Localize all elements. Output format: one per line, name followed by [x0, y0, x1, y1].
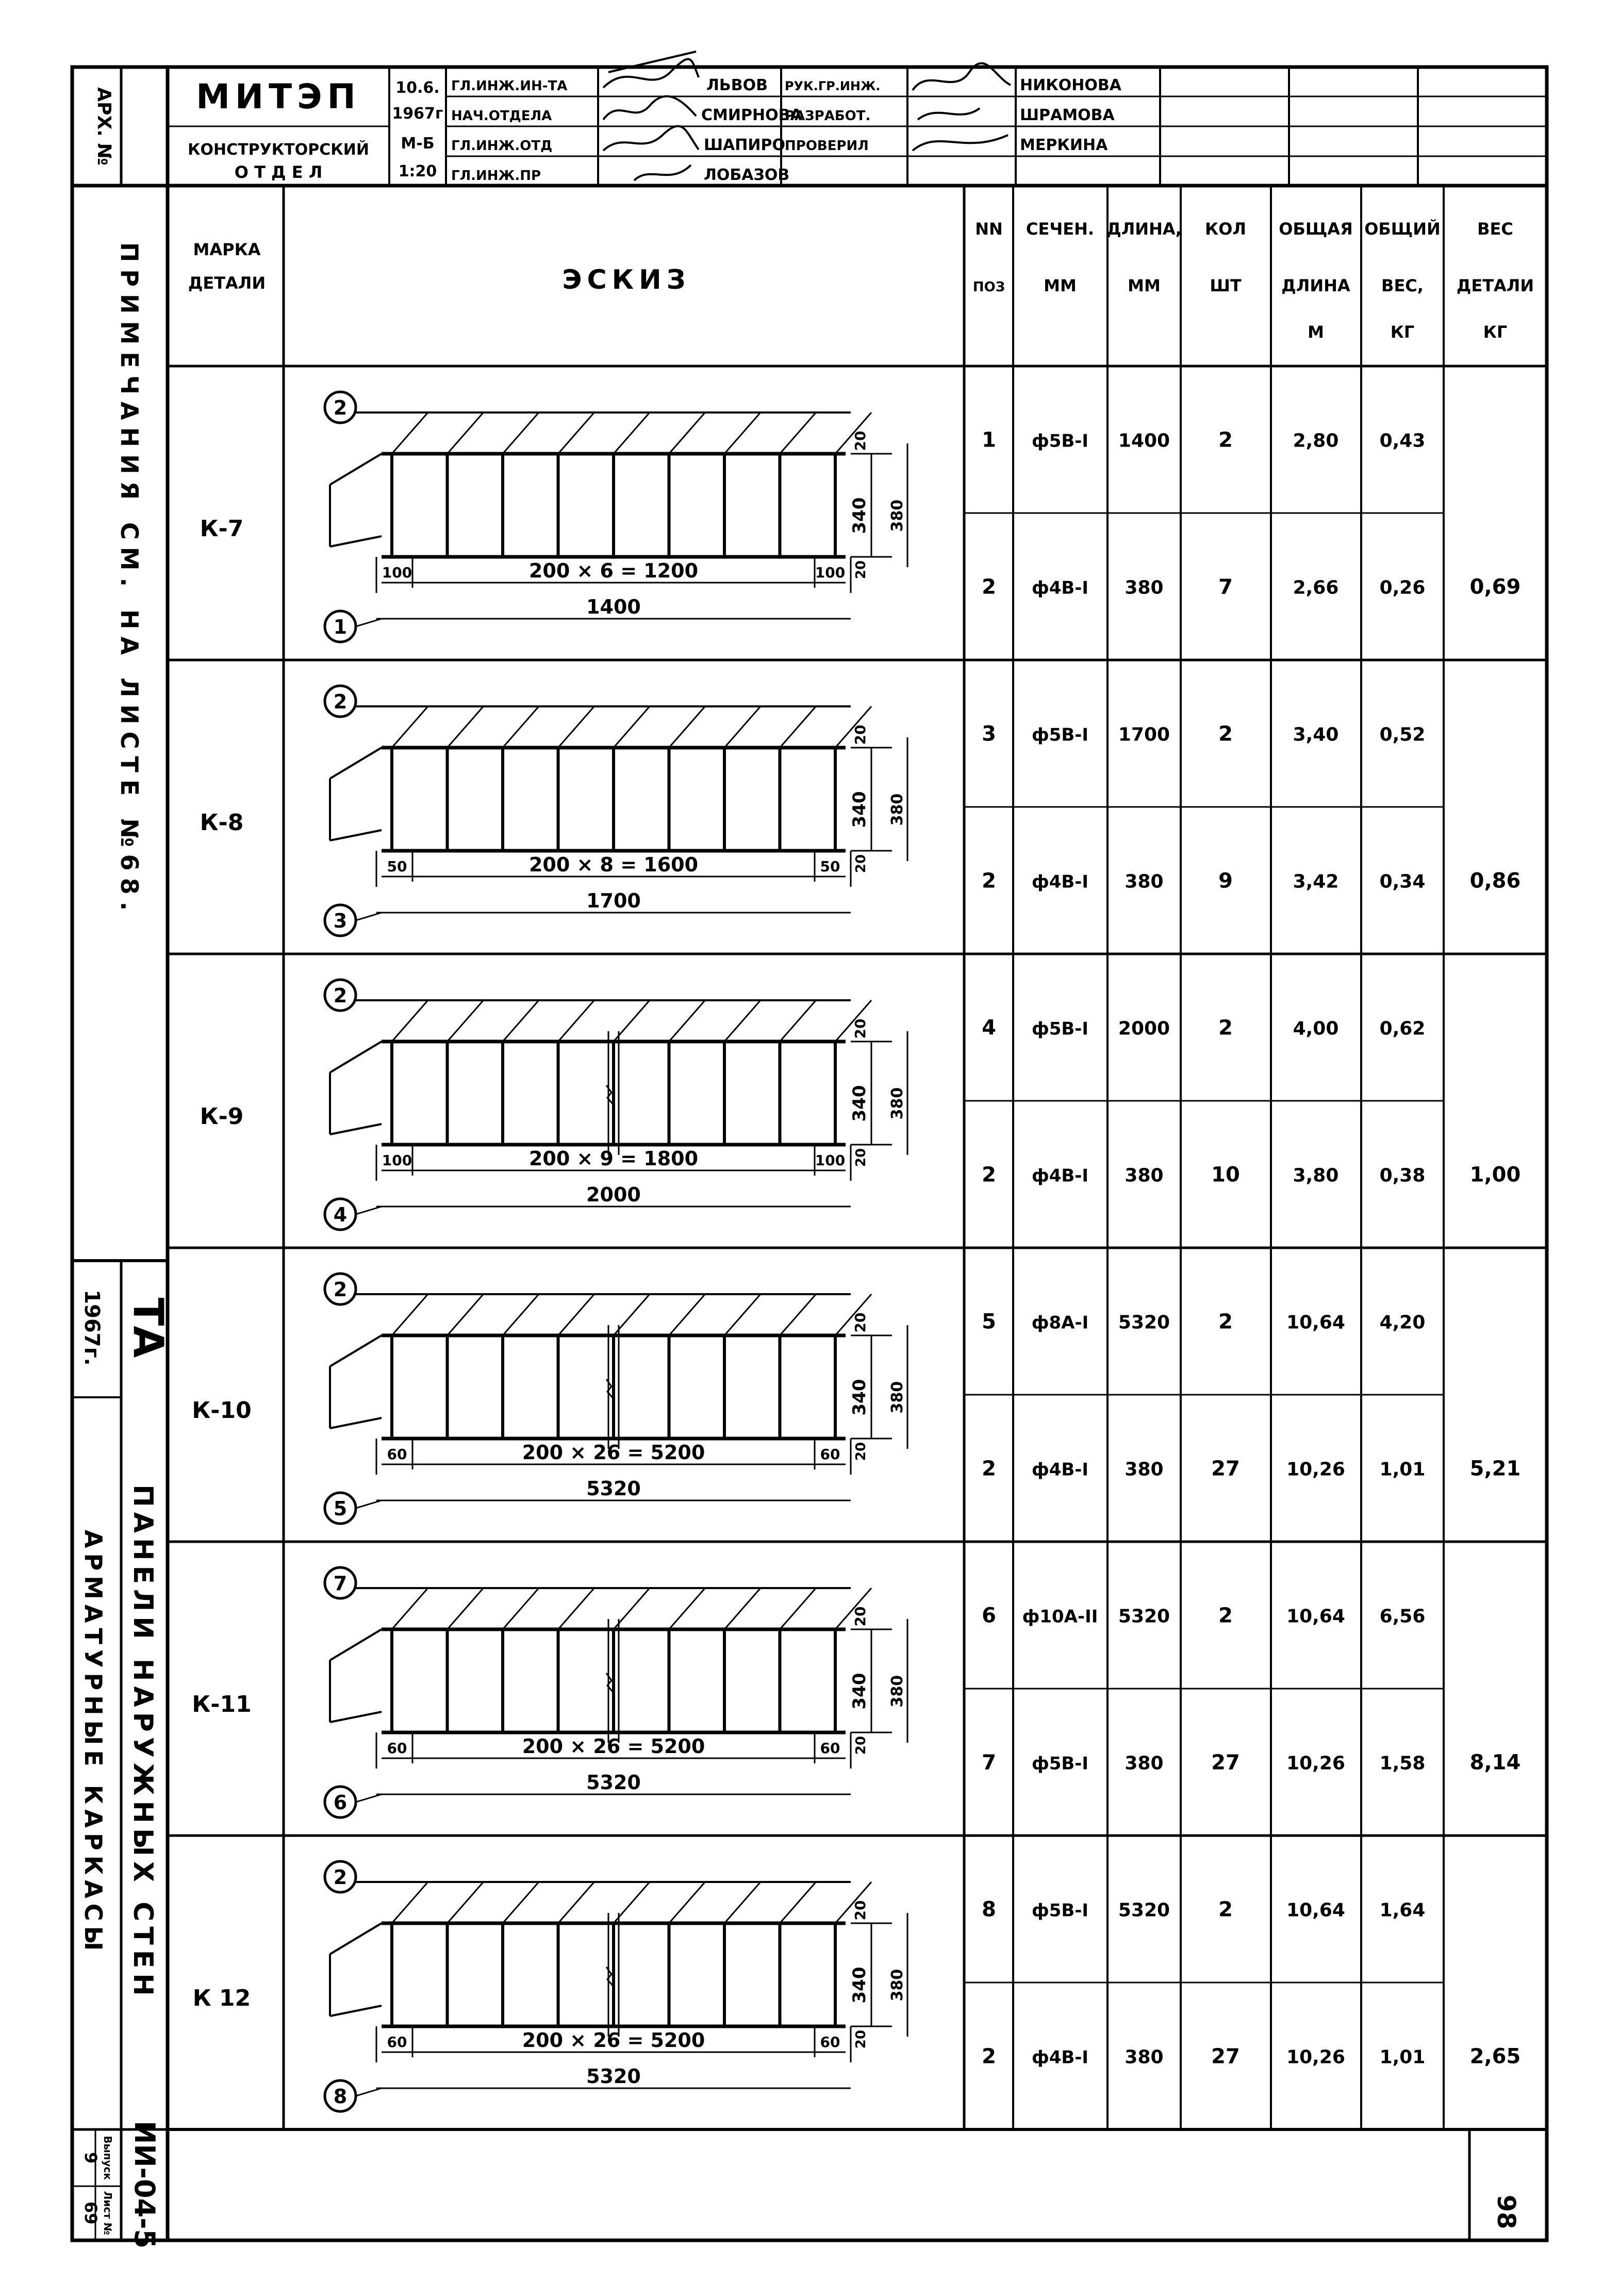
title-block [93, 52, 1122, 184]
header-qty-unit: ШТ [1210, 276, 1242, 295]
row-total-weight: 1,01 [1379, 2046, 1426, 2068]
row-quantity: 2 [1218, 1897, 1233, 1922]
dim-end-right: 100 [815, 564, 846, 581]
detail-mark: К 12 [192, 1985, 251, 2011]
row-quantity: 2 [1218, 1310, 1233, 1334]
row-total-weight: 1,64 [1379, 1899, 1426, 1921]
detail-к-10 [168, 1274, 1547, 1542]
dim-end-right: 60 [820, 1446, 840, 1463]
dim-height-total: 380 [888, 1087, 906, 1120]
hatch-line [558, 1294, 594, 1335]
leader-line [356, 2088, 382, 2096]
hatch-line [503, 1588, 539, 1629]
cage-sketch [325, 1567, 907, 1818]
row-length: 380 [1125, 2046, 1164, 2068]
role-chief-dept: ГЛ.ИНЖ.ОТД [451, 138, 553, 154]
header-mark-sub: ДЕТАЛИ [188, 273, 266, 293]
row-length: 1700 [1118, 724, 1170, 746]
ta-year: 1967г. [80, 1290, 104, 1366]
row-position: 2 [982, 2044, 996, 2069]
dim-spacing: 200 × 26 = 5200 [522, 2029, 705, 2052]
signature-lvov [603, 52, 699, 88]
detail-mark: К-11 [192, 1691, 252, 1717]
dim-bottom-cover: 20 [853, 1442, 869, 1461]
hatch-line [780, 1294, 816, 1335]
hatch-line [448, 706, 484, 748]
series-code: ИИ-04-5 [128, 2121, 161, 2249]
row-total-length: 4,00 [1293, 1018, 1339, 1039]
end-hook [330, 748, 382, 779]
cage-sketch [325, 686, 907, 936]
dim-height-inner: 340 [849, 1379, 870, 1416]
dim-height-total: 380 [888, 1381, 906, 1414]
row-quantity: 2 [1218, 428, 1233, 452]
hatch-line [780, 1882, 816, 1923]
detail-mark: К-9 [200, 1103, 244, 1130]
row-section: ф5В-I [1031, 1018, 1089, 1039]
hatch-line [558, 1588, 594, 1629]
hatch-line [669, 1882, 705, 1923]
signature-smirnova [603, 96, 696, 120]
detail-mark: К-8 [200, 810, 244, 836]
bar-callout-top: 2 [333, 1866, 348, 1889]
row-section: ф4В-I [1031, 2047, 1089, 2068]
row-length: 5320 [1118, 1312, 1170, 1333]
hatch-line [392, 412, 428, 454]
detail-weight: 1,00 [1469, 1163, 1521, 1187]
dim-spacing: 200 × 6 = 1200 [528, 559, 699, 582]
row-section: ф4В-I [1031, 1459, 1089, 1480]
row-total-length: 3,42 [1293, 871, 1339, 893]
table-header [188, 219, 1534, 342]
row-total-weight: 0,62 [1379, 1018, 1426, 1039]
end-hook [330, 1335, 382, 1366]
page-number: 98 [1492, 2194, 1520, 2229]
row-position: 8 [982, 1897, 996, 1922]
hatch-line [392, 1000, 428, 1042]
row-section: ф4В-I [1031, 871, 1089, 893]
row-quantity: 2 [1218, 722, 1233, 746]
hatch-line [669, 412, 705, 454]
row-section: ф5В-I [1031, 431, 1089, 452]
cage-sketch [325, 1274, 907, 1524]
signature-merkina [913, 135, 1008, 151]
row-length: 5320 [1118, 1606, 1170, 1627]
header-length-unit: ММ [1128, 276, 1161, 295]
bar-callout-bottom: 8 [333, 2085, 348, 2108]
row-total-weight: 0,26 [1379, 577, 1426, 599]
organization-name: МИТЭП [196, 77, 361, 117]
row-position: 2 [982, 869, 996, 893]
dim-bottom-cover: 20 [853, 1736, 869, 1755]
dim-overall: 5320 [586, 2065, 641, 2088]
dim-end-left: 60 [387, 1740, 407, 1757]
row-position: 2 [982, 575, 996, 599]
end-hook [330, 536, 382, 547]
dim-top-cover: 20 [852, 724, 869, 745]
row-quantity: 2 [1218, 1016, 1233, 1040]
hatch-line [780, 706, 816, 748]
hatch-line [503, 1294, 539, 1335]
sheet-subtitle: АРМАТУРНЫЕ КАРКАСЫ [79, 1529, 107, 1956]
hatch-line [724, 1882, 761, 1923]
dim-spacing: 200 × 9 = 1800 [528, 1147, 699, 1170]
leader-line [356, 1207, 382, 1214]
row-total-length: 3,80 [1293, 1165, 1339, 1186]
hatch-line [448, 412, 484, 454]
hatch-line [448, 1000, 484, 1042]
hatch-line [503, 1000, 539, 1042]
detail-к-7 [168, 392, 1547, 660]
row-total-weight: 1,58 [1379, 1753, 1426, 1774]
row-section: ф10А-II [1022, 1606, 1098, 1627]
dim-end-right: 50 [820, 858, 840, 875]
end-hook [330, 1418, 382, 1428]
row-length: 1400 [1118, 430, 1170, 452]
issue-label: Выпуск [102, 2136, 114, 2180]
department-name: КОНСТРУКТОРСКИЙ [188, 141, 369, 159]
end-hook [330, 2006, 382, 2016]
row-length: 380 [1125, 871, 1164, 893]
row-section: ф5В-I [1031, 1753, 1089, 1774]
hatch-line [503, 1882, 539, 1923]
row-length: 5320 [1118, 1899, 1170, 1921]
row-total-length: 10,64 [1286, 1899, 1345, 1921]
dim-overall: 1700 [586, 889, 641, 912]
row-position: 7 [982, 1750, 996, 1775]
hatch-line [724, 1588, 761, 1629]
end-hook [330, 454, 382, 485]
end-hook [330, 830, 382, 840]
hatch-line [558, 1882, 594, 1923]
cage-sketch [325, 980, 907, 1230]
row-quantity: 27 [1211, 1457, 1240, 1481]
row-position: 3 [982, 722, 996, 746]
dim-height-inner: 340 [849, 497, 870, 534]
detail-weight: 8,14 [1469, 1750, 1521, 1775]
hatch-line [614, 412, 650, 454]
dim-spacing: 200 × 26 = 5200 [522, 1441, 705, 1464]
role-developer: РАЗРАБОТ. [785, 108, 871, 124]
archive-number-label: АРХ. № [93, 87, 114, 166]
detail-weight: 0,69 [1469, 575, 1521, 599]
dim-overall: 5320 [586, 1477, 641, 1500]
dim-spacing: 200 × 8 = 1600 [528, 853, 699, 876]
role-checker: ПРОВЕРИЛ [785, 138, 869, 154]
end-hook [330, 1923, 382, 1954]
leader-line [356, 1500, 382, 1508]
hatch-line [669, 706, 705, 748]
dim-end-left: 60 [387, 2034, 407, 2051]
dim-overall: 1400 [586, 596, 641, 618]
dim-height-inner: 340 [849, 1673, 870, 1710]
hatch-line [724, 412, 761, 454]
header-length: ДЛИНА, [1106, 219, 1182, 239]
dim-bottom-cover: 20 [853, 1148, 869, 1167]
row-quantity: 7 [1218, 575, 1233, 599]
header-total-length: ОБЩАЯ [1279, 219, 1353, 239]
dim-overall: 2000 [586, 1183, 641, 1206]
detail-к-8 [168, 686, 1547, 954]
dim-end-left: 100 [382, 1152, 412, 1169]
department-label: О Т Д Е Л [234, 162, 323, 182]
name-merkina: МЕРКИНА [1020, 136, 1108, 154]
bar-callout-top: 2 [333, 984, 348, 1007]
hatch-line [558, 412, 594, 454]
dim-height-total: 380 [888, 499, 906, 532]
hatch-line [448, 1588, 484, 1629]
dim-end-right: 100 [815, 1152, 846, 1169]
bar-callout-top: 2 [333, 1278, 348, 1301]
dim-top-cover: 20 [852, 431, 869, 451]
header-detail-weight: ВЕС [1477, 219, 1513, 239]
dim-height-inner: 340 [849, 1085, 870, 1122]
detail-mark: К-10 [192, 1397, 252, 1424]
detail-к-9 [168, 980, 1547, 1248]
row-quantity: 27 [1211, 1750, 1240, 1775]
detail-weight: 2,65 [1469, 2044, 1521, 2069]
cage-sketch [325, 1861, 907, 2111]
detail-weight: 5,21 [1469, 1457, 1521, 1481]
cage-sketch [325, 392, 907, 642]
header-qty: КОЛ [1205, 219, 1246, 239]
header-sketch: ЭСКИЗ [562, 265, 691, 295]
dim-top-cover: 20 [852, 1606, 869, 1627]
hatch-line [780, 1588, 816, 1629]
hatch-line [503, 412, 539, 454]
drawing-scale: 1:20 [398, 162, 437, 180]
dim-end-left: 100 [382, 564, 412, 581]
row-position: 1 [982, 428, 996, 452]
hatch-line [503, 706, 539, 748]
sheet-number-label: Лист № [102, 2191, 114, 2235]
drawing-year: 1967г [392, 105, 443, 123]
row-position: 5 [982, 1310, 996, 1334]
row-total-length: 3,40 [1293, 724, 1339, 746]
hatch-line [558, 706, 594, 748]
hatch-line [392, 1588, 428, 1629]
name-shramova: ШРАМОВА [1020, 106, 1115, 124]
name-smirnova: СМИРНОВА [701, 106, 802, 124]
row-section: ф4В-I [1031, 1165, 1089, 1186]
row-total-weight: 0,43 [1379, 430, 1426, 452]
dim-end-left: 60 [387, 1446, 407, 1463]
row-section: ф4В-I [1031, 577, 1089, 599]
hatch-line [614, 706, 650, 748]
leader-line [356, 913, 382, 920]
row-quantity: 10 [1211, 1163, 1240, 1187]
header-detail-weight-2: ДЕТАЛИ [1456, 276, 1534, 295]
header-section: СЕЧЕН. [1026, 219, 1094, 239]
row-position: 2 [982, 1457, 996, 1481]
hatch-line [669, 1588, 705, 1629]
dim-spacing: 200 × 26 = 5200 [522, 1735, 705, 1758]
end-hook [330, 1629, 382, 1660]
row-total-weight: 1,01 [1379, 1459, 1426, 1480]
hatch-line [392, 706, 428, 748]
end-hook [330, 1124, 382, 1134]
leader-line [356, 619, 382, 626]
row-total-weight: 0,34 [1379, 871, 1426, 893]
end-hook [330, 1712, 382, 1722]
header-total-weight: ОБЩИЙ [1364, 219, 1441, 239]
role-dept-head: НАЧ.ОТДЕЛА [451, 108, 552, 124]
dim-height-total: 380 [888, 793, 906, 826]
row-length: 2000 [1118, 1018, 1170, 1039]
details-body [168, 392, 1547, 2129]
dim-end-left: 50 [387, 858, 407, 875]
detail-к-11 [168, 1567, 1547, 1836]
row-total-length: 10,26 [1286, 2046, 1345, 2068]
name-lobazov: ЛОБАЗОВ [704, 166, 790, 184]
row-section: ф5В-I [1031, 1900, 1089, 1921]
ta-mark: ТА [124, 1297, 172, 1358]
row-total-weight: 6,56 [1379, 1606, 1426, 1627]
dim-height-inner: 340 [849, 791, 870, 828]
bar-callout-bottom: 1 [333, 616, 348, 638]
role-group-lead: РУК.ГР.ИНЖ. [785, 79, 881, 93]
signature-shapiro [603, 126, 699, 151]
row-total-length: 2,80 [1293, 430, 1339, 452]
detail-к-12 [168, 1861, 1547, 2129]
row-quantity: 2 [1218, 1604, 1233, 1628]
dim-top-cover: 20 [852, 1312, 869, 1333]
notes-reference: ПРИМЕЧАНИЯ СМ. НА ЛИСТЕ №68. [115, 242, 143, 918]
hatch-line [392, 1882, 428, 1923]
dim-height-total: 380 [888, 1969, 906, 2002]
hatch-line [724, 1294, 761, 1335]
bar-callout-bottom: 5 [333, 1497, 348, 1520]
row-length: 380 [1125, 1459, 1164, 1480]
hatch-line [669, 1294, 705, 1335]
row-position: 2 [982, 1163, 996, 1187]
dim-bottom-cover: 20 [853, 854, 869, 873]
dim-height-total: 380 [888, 1675, 906, 1708]
leader-line [356, 1794, 382, 1802]
hatch-line [392, 1294, 428, 1335]
row-length: 380 [1125, 577, 1164, 599]
hatch-line [724, 1000, 761, 1042]
row-total-weight: 0,38 [1379, 1165, 1426, 1186]
bar-callout-bottom: 4 [333, 1203, 348, 1226]
row-length: 380 [1125, 1753, 1164, 1774]
dim-bottom-cover: 20 [853, 2029, 869, 2049]
header-pos: NN [975, 219, 1003, 239]
hatch-line [669, 1000, 705, 1042]
header-total-weight-2: ВЕС, [1381, 276, 1424, 295]
dim-overall: 5320 [586, 1771, 641, 1794]
drawing-date: 10.6. [395, 79, 440, 97]
side-strip [79, 242, 172, 2249]
bar-callout-top: 7 [333, 1572, 348, 1595]
hatch-line [780, 412, 816, 454]
row-position: 6 [982, 1604, 996, 1628]
dim-top-cover: 20 [852, 1018, 869, 1039]
bar-callout-bottom: 6 [333, 1791, 348, 1814]
hatch-line [558, 1000, 594, 1042]
bar-callout-top: 2 [333, 690, 348, 713]
name-nikonova: НИКОНОВА [1020, 76, 1121, 94]
role-chief-institute: ГЛ.ИНЖ.ИН-ТА [451, 78, 568, 94]
hatch-line [448, 1882, 484, 1923]
dim-bottom-cover: 20 [853, 560, 869, 580]
row-section: ф8А-I [1031, 1312, 1089, 1333]
name-shapiro: ШАПИРО [704, 136, 785, 154]
end-hook [330, 1042, 382, 1072]
issue-number: 9 [81, 2152, 101, 2164]
signature-lobazov [634, 165, 691, 180]
hatch-line [724, 706, 761, 748]
row-total-length: 2,66 [1293, 577, 1339, 599]
hatch-line [448, 1294, 484, 1335]
sheet-number: 69 [81, 2201, 101, 2225]
row-length: 380 [1125, 1165, 1164, 1186]
header-total-weight-unit: КГ [1390, 322, 1415, 342]
row-total-length: 10,64 [1286, 1606, 1345, 1627]
row-total-weight: 4,20 [1379, 1312, 1426, 1333]
row-total-length: 10,26 [1286, 1459, 1345, 1480]
detail-weight: 0,86 [1469, 869, 1521, 893]
drawing-scale-label: М-Б [401, 135, 435, 153]
bar-callout-top: 2 [333, 397, 348, 419]
sheet-title: ПАНЕЛИ НАРУЖНЫХ СТЕН [127, 1484, 158, 2001]
row-total-length: 10,64 [1286, 1312, 1345, 1333]
bar-callout-bottom: 3 [333, 910, 348, 932]
row-position: 4 [982, 1016, 996, 1040]
row-section: ф5В-I [1031, 724, 1089, 746]
role-chief-project: ГЛ.ИНЖ.ПР [451, 168, 541, 184]
header-detail-weight-unit: КГ [1483, 322, 1508, 342]
row-total-weight: 0,52 [1379, 724, 1426, 746]
header-total-length-2: ДЛИНА [1281, 276, 1350, 295]
name-lvov: ЛЬВОВ [706, 76, 768, 94]
header-total-length-unit: М [1308, 322, 1324, 342]
header-pos-sub: ПОЗ [972, 279, 1005, 295]
dim-height-inner: 340 [849, 1967, 870, 2004]
header-mark: МАРКА [193, 240, 261, 259]
detail-mark: К-7 [200, 516, 244, 542]
hatch-line [780, 1000, 816, 1042]
header-section-unit: ММ [1044, 276, 1077, 295]
dim-end-right: 60 [820, 1740, 840, 1757]
dim-end-right: 60 [820, 2034, 840, 2051]
row-quantity: 9 [1218, 869, 1233, 893]
row-quantity: 27 [1211, 2044, 1240, 2069]
dim-top-cover: 20 [852, 1900, 869, 1921]
row-total-length: 10,26 [1286, 1753, 1345, 1774]
signature-shramova [918, 108, 980, 120]
